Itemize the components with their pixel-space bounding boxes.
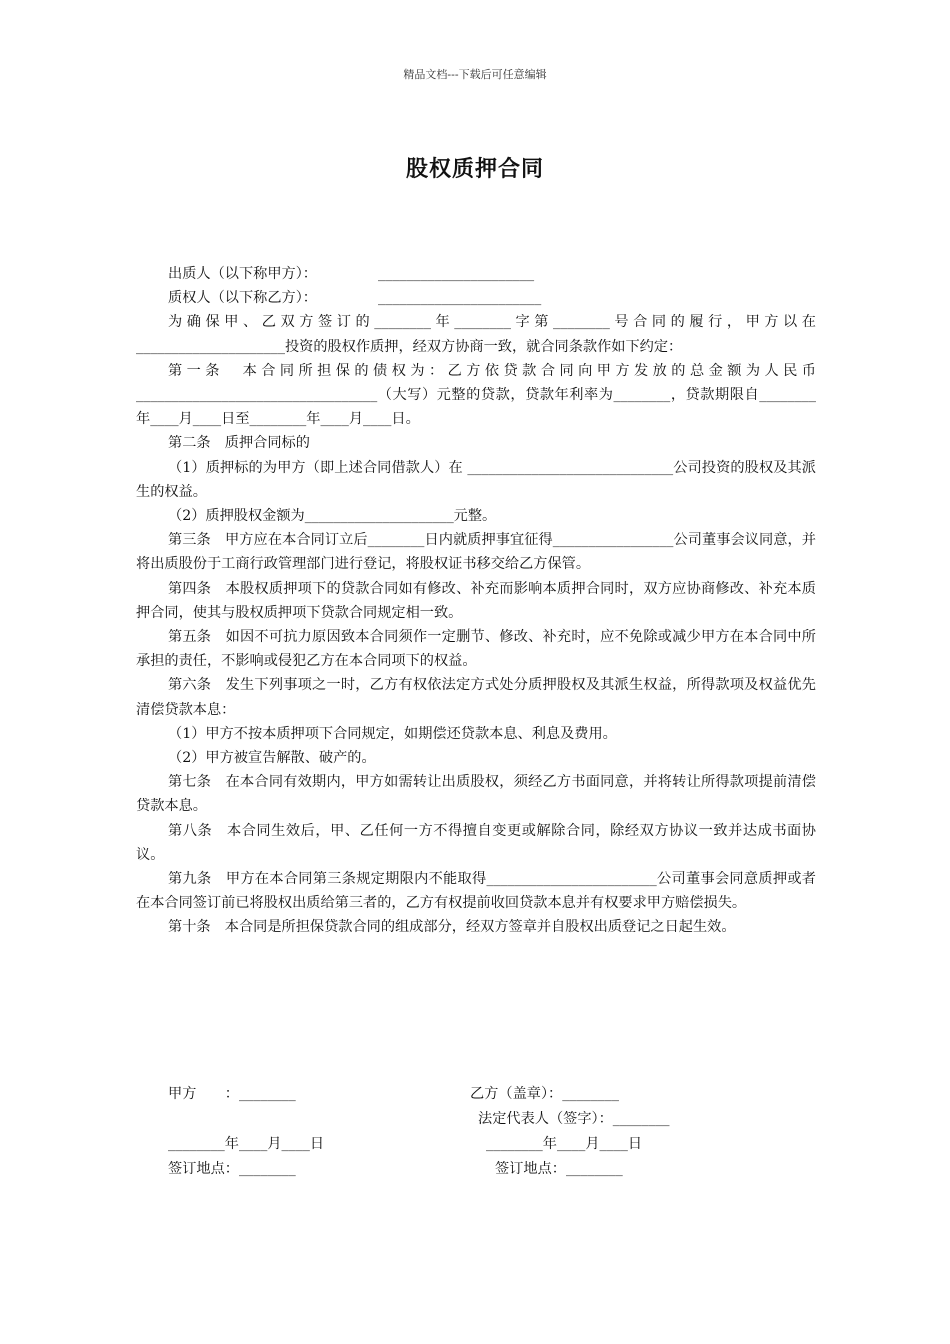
party-b-date: ________年____月____日 <box>486 1136 643 1152</box>
clause-4: 第四条 本股权质押项下的贷款合同如有修改、补充而影响本质押合同时，双方应协商修改、补充本质押合同，使其与股权质押项下贷款合同规定相一致。 <box>136 580 816 621</box>
party-a-signing-place: 签订地点：________ <box>168 1161 296 1177</box>
party-b-seal: 乙方（盖章）：________ <box>470 1086 619 1102</box>
clause-10: 第十条 本合同是所担保贷款合同的组成部分，经双方签章并自股权出质登记之日起生效。 <box>168 919 736 936</box>
signature-row-legal-rep <box>168 1107 808 1132</box>
clause-6-item-2: （2）甲方被宣告解散、破产的。 <box>168 750 376 767</box>
clause-5: 第五条 如因不可抗力原因致本合同须作一定删节、修改、补充时，应不免除或减少甲方在本合同中所承担的责任，不影响或侵犯乙方在本合同项下的权益。 <box>136 629 816 670</box>
clause-8: 第八条 本合同生效后，甲、乙任何一方不得擅自变更或解除合同，除经双方协议一致并达成书面协议。 <box>136 822 816 863</box>
document-title: 股权质押合同 <box>405 156 544 182</box>
clause-6: 第六条 发生下列事项之一时，乙方有权依法定方式处分质押股权及其派生权益，所得款项及权益优先清偿贷款本息： <box>136 677 816 718</box>
clause-2-heading: 第二条 质押合同标的 <box>168 435 310 452</box>
clause-6-item-1: （1）甲方不按本质押项下合同规定，如期偿还贷款本息、利息及费用。 <box>168 725 617 742</box>
signature-row-parties <box>168 1082 808 1107</box>
pledgee-line <box>136 286 816 310</box>
party-a-date: ________年____月____日 <box>168 1136 325 1152</box>
clause-intro: 为确保甲、乙双方签订的________年________字第________号合同的履行，甲方以在_____________________投资的股权作质押，经双方协商一致，就合同条款作如下约定： <box>136 314 816 355</box>
party-b-signing-place: 签订地点：________ <box>495 1161 623 1177</box>
pledgor-label: 出质人（以下称甲方）： <box>168 266 317 282</box>
clause-9: 第九条 甲方在本合同第三条规定期限内不能取得________________________公司董事会同意质押或者在本合同签订前已将股权出质给第三者的，乙方有权提前收回贷款本息并有权要求甲方赔偿损失。 <box>136 871 816 912</box>
pledgor-blank: ______________________ <box>378 266 535 282</box>
clause-1: 第一条 本合同所担保的债权为：乙方依贷款合同向甲方发放的总金额为人民币__________________________________（大写）元整的贷款，贷款年利率为________，贷款期限自________年____月____日至________年____月____日。 <box>136 362 816 428</box>
signature-block <box>168 1082 808 1182</box>
pledgee-label: 质权人（以下称乙方）： <box>168 290 317 307</box>
clause-3: 第三条 甲方应在本合同订立后________日内就质押事宜征得_________________公司董事会议同意，并将出质股份于工商行政管理部门进行登记，将股权证书移交给乙方保管。 <box>136 532 816 573</box>
clause-2-item-2: （2）质押股权金额为_____________________元整。 <box>168 508 497 525</box>
contract-body <box>136 262 816 940</box>
legal-representative-signature: 法定代表人（签字）：________ <box>478 1111 670 1127</box>
signature-row-places <box>168 1157 808 1182</box>
signature-row-dates <box>168 1132 808 1157</box>
party-a-signature: 甲方 ：________ <box>168 1086 296 1102</box>
pledgee-blank: _______________________ <box>378 290 542 307</box>
pledgor-line <box>136 262 816 286</box>
page-header: 精品文档---下载后可任意编辑 <box>403 68 547 81</box>
clause-7: 第七条 在本合同有效期内，甲方如需转让出质股权，须经乙方书面同意，并将转让所得款项提前清偿贷款本息。 <box>136 774 816 815</box>
clause-2-item-1: （1）质押标的为甲方（即上述合同借款人）在 _____________________________公司投资的股权及其派生的权益。 <box>136 459 816 500</box>
